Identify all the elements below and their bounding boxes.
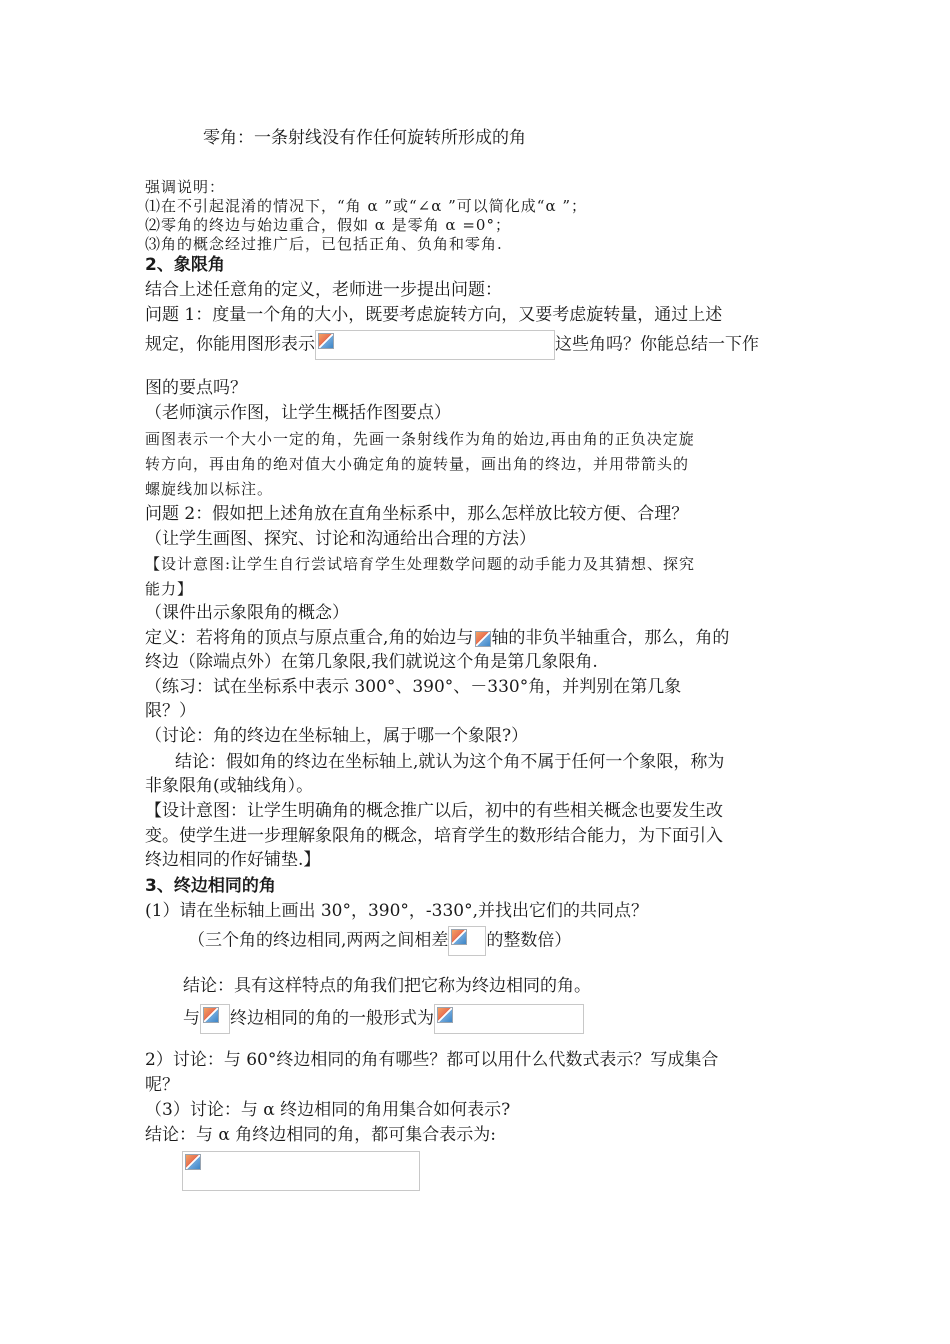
note-prefix: （三个角的终边相同,两两之间相差 xyxy=(188,930,449,951)
set-formula-image-placeholder xyxy=(182,1151,420,1191)
broken-image-icon xyxy=(475,631,491,647)
broken-image-icon xyxy=(437,1007,453,1023)
broken-image-icon xyxy=(185,1154,201,1170)
exercise-line-1: （练习：试在坐标系中表示 300°、390°、－330°角，并判别在第几象 xyxy=(145,677,682,697)
section-3-question-2-line-2: 呢？ xyxy=(145,1075,179,1095)
broken-image-icon xyxy=(318,333,334,349)
general-form-line xyxy=(183,1004,584,1034)
drawing-steps-line-2: 转方向，再由角的绝对值大小确定角的旋转量，画出角的终边，并用带箭头的 xyxy=(145,455,690,473)
drawing-steps-line-1: 画图表示一个大小一定的角，先画一条射线作为角的始边,再由角的正负决定旋 xyxy=(145,430,695,448)
definition-line-1 xyxy=(145,627,729,649)
section-3-conclusion: 结论：具有这样特点的角我们把它称为终边相同的角。 xyxy=(183,976,591,996)
zero-angle-definition: 零角：一条射线没有作任何旋转所形成的角 xyxy=(203,128,526,148)
drawing-steps-line-3: 螺旋线加以标注。 xyxy=(145,480,274,498)
question-1-line-2 xyxy=(145,330,759,360)
formula-image-placeholder xyxy=(315,330,555,360)
question-1-prefix: 规定，你能用图形表示 xyxy=(145,334,315,355)
emphasis-point-3: ⑶角的概念经过推广后，已包括正角、负角和零角. xyxy=(145,235,503,253)
design-intent-1-line-2: 能力】 xyxy=(145,580,194,598)
definition-suffix: 轴的非负半轴重合，那么，角的 xyxy=(491,628,730,648)
design-intent-2-line-1: 【设计意图：让学生明确角的概念推广以后，初中的有些相关概念也要发生改 xyxy=(145,801,723,821)
definition-line-2: 终边（除端点外）在第几象限,我们就说这个角是第几象限角. xyxy=(145,652,598,672)
section-3-heading: 3、终边相同的角 xyxy=(145,876,276,896)
section-2-heading: 2、象限角 xyxy=(145,255,225,275)
emphasis-point-2: ⑵零角的终边与始边重合，假如 α 是零角 α =0°； xyxy=(145,216,511,234)
question-2: 问题 2：假如把上述角放在直角坐标系中，那么怎样放比较方便、合理？ xyxy=(145,504,689,524)
student-activity-note: （让学生画图、探究、讨论和沟通给出合理的方法） xyxy=(145,529,536,549)
section-3-question-3: （3）讨论：与 α 终边相同的角用集合如何表示? xyxy=(145,1100,511,1120)
conclusion-line-2: 非象限角(或轴线角）。 xyxy=(145,776,314,796)
emphasis-point-1: ⑴在不引起混淆的情况下，“角 α ”或“∠α ”可以简化成“α ”； xyxy=(145,197,588,215)
formula-image-placeholder xyxy=(448,926,486,956)
general-form-middle: 终边相同的角的一般形式为 xyxy=(230,1008,434,1029)
general-form-prefix: 与 xyxy=(183,1008,200,1029)
section-3-question-2-line-1: 2）讨论：与 60°终边相同的角有哪些？都可以用什么代数式表示？写成集合 xyxy=(145,1050,719,1070)
courseware-note: （课件出示象限角的概念） xyxy=(145,603,349,623)
emphasis-title: 强调说明： xyxy=(145,178,226,196)
broken-image-icon xyxy=(451,929,467,945)
question-1-suffix: 这些角吗？你能总结一下作 xyxy=(555,334,759,355)
question-1-line-3: 图的要点吗？ xyxy=(145,378,247,398)
alpha-image-placeholder xyxy=(200,1004,230,1034)
section-3-question-1: (1）请在坐标轴上画出 30°，390°，-330°,并找出它们的共同点？ xyxy=(145,901,649,921)
broken-image-icon xyxy=(203,1007,219,1023)
x-axis-image-placeholder xyxy=(473,629,491,649)
discussion-note: （讨论：角的终边在坐标轴上，属于哪一个象限?） xyxy=(145,726,529,746)
section-2-intro: 结合上述任意角的定义，老师进一步提出问题： xyxy=(145,280,502,300)
formula-image-placeholder xyxy=(434,1004,584,1034)
exercise-line-2: 限？） xyxy=(145,701,196,721)
teacher-demo-note: （老师演示作图，让学生概括作图要点） xyxy=(145,403,451,423)
design-intent-2-line-3: 终边相同的作好铺垫.】 xyxy=(145,850,321,870)
design-intent-2-line-2: 变。使学生进一步理解象限角的概念，培育学生的数形结合能力，为下面引入 xyxy=(145,826,723,846)
definition-prefix: 定义：若将角的顶点与原点重合,角的始边与 xyxy=(145,628,474,648)
question-1-line-1: 问题 1：度量一个角的大小，既要考虑旋转方向，又要考虑旋转量，通过上述 xyxy=(145,305,723,325)
section-3-question-1-note xyxy=(188,926,571,956)
note-suffix: 的整数倍） xyxy=(486,930,572,951)
section-3-final-conclusion: 结论：与 α 角终边相同的角，都可集合表示为: xyxy=(145,1125,497,1145)
conclusion-line-1: 结论：假如角的终边在坐标轴上,就认为这个角不属于任何一个象限，称为 xyxy=(175,752,725,772)
design-intent-1-line-1: 【设计意图:让学生自行尝试培育学生处理数学问题的动手能力及其猜想、探究 xyxy=(145,555,696,573)
